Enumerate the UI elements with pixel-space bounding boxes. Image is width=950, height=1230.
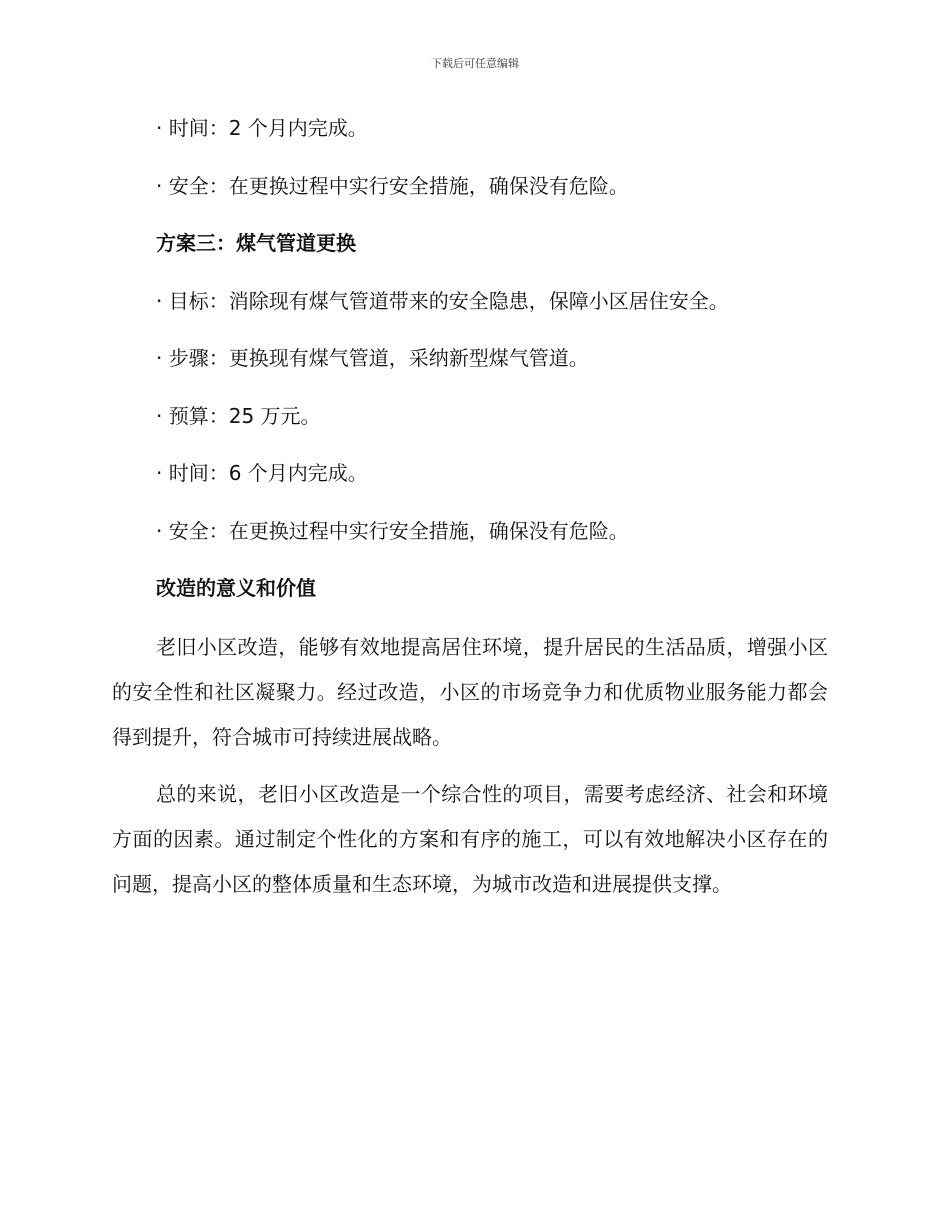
list-item-time: · 时间：6 个月内完成。 — [156, 461, 368, 485]
document-body — [112, 113, 832, 919]
section-heading-plan3: 方案三：煤气管道更换 — [156, 231, 356, 255]
paragraph: 老旧小区改造，能够有效地提高居住环境，提升居民的生活品质，增强小区的安全性和社区凝聚力。经过改造，小区的市场竞争力和优质物业服务能力都会得到提升，符合城市可持续进展战略。 — [112, 634, 828, 749]
paragraph: 总的来说，老旧小区改造是一个综合性的项目，需要考虑经济、社会和环境方面的因素。通过制定个性化的方案和有序的施工，可以有效地解决小区存在的问题，提高小区的整体质量和生态环境，为城市改造和进展提供支撑。 — [112, 781, 828, 896]
list-item-budget: · 预算：25 万元。 — [156, 403, 321, 428]
header-note: 下载后可任意编辑 — [431, 57, 519, 70]
list-item-time: · 时间：2 个月内完成。 — [156, 116, 368, 140]
list-item-steps: · 步骤：更换现有煤气管道，采纳新型煤气管道。 — [156, 346, 589, 370]
list-item-goal: · 目标：消除现有煤气管道带来的安全隐患，保障小区居住安全。 — [156, 288, 729, 313]
list-item-safety: · 安全：在更换过程中实行安全措施，确保没有危险。 — [156, 518, 629, 543]
section-heading-significance: 改造的意义和价值 — [156, 576, 316, 600]
list-item-safety: · 安全：在更换过程中实行安全措施，确保没有危险。 — [156, 173, 629, 198]
